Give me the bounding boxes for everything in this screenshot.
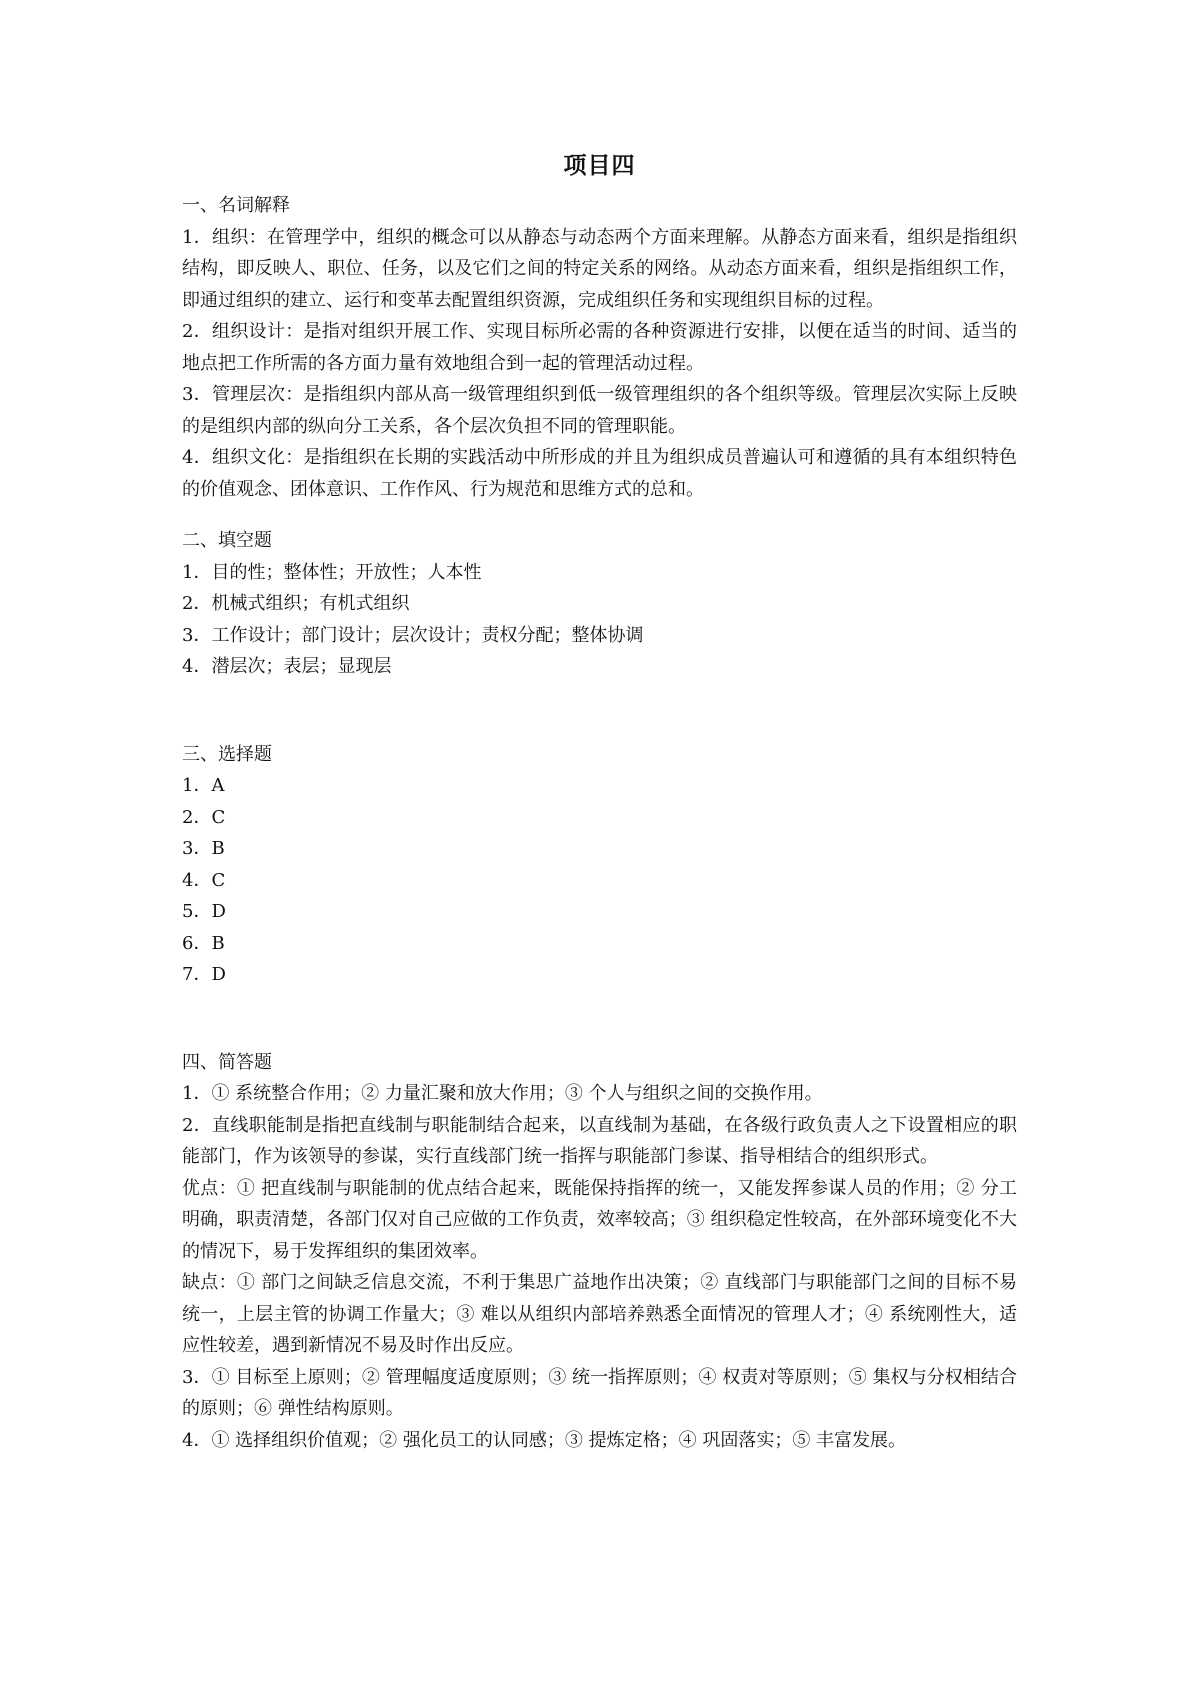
section-spacer [182,505,1017,525]
term-item: 3．管理层次：是指组织内部从高一级管理组织到低一级管理组织的各个组织等级。管理层次实际上反映的是组织内部的纵向分工关系，各个层次负担不同的管理职能。 [182,384,1017,437]
term-item: 2．组织设计：是指对组织开展工作、实现目标所必需的各种资源进行安排，以便在适当的时间、适当的地点把工作所需的各方面力量有效地组合到一起的管理活动过程。 [182,321,1017,374]
answer-item: 1．目的性；整体性；开放性；人本性 [182,561,482,583]
answer-item: 3．B [182,838,225,859]
section-heading: 四、简答题 [182,1051,272,1073]
answer-item: 3．工作设计；部门设计；层次设计；责权分配；整体协调 [182,624,644,646]
section-multiple-choice [182,739,1017,991]
answer-item: 2．直线职能制是指把直线制与职能制结合起来，以直线制为基础，在各级行政负责人之下设置相应的职能部门，作为该领导的参谋，实行直线部门统一指挥与职能部门参谋、指导相结合的组织形式。 [182,1114,1017,1167]
answer-item: 4．潜层次；表层；显现层 [182,656,392,677]
section-heading: 二、填空题 [182,530,272,551]
advantages-paragraph: 优点：① 把直线制与职能制的优点结合起来，既能保持指挥的统一，又能发挥参谋人员的作用；② 分工明确，职责清楚，各部门仅对自己应做的工作负责，效率较高；③ 组织稳定性较高，在外部环境变化不大的情况下，易于发挥组织的集团效率。 [182,1177,1017,1262]
answer-item: 3．① 目标至上原则；② 管理幅度适度原则；③ 统一指挥原则；④ 权责对等原则；⑤ 集权与分权相结合的原则；⑥ 弹性结构原则。 [182,1366,1017,1419]
section-spacer [182,683,1017,739]
section-heading: 三、选择题 [182,743,272,765]
answer-item: 2．机械式组织；有机式组织 [182,593,410,614]
answer-item: 5．D [182,901,226,922]
answer-item: 1．① 系统整合作用；② 力量汇聚和放大作用；③ 个人与组织之间的交换作用。 [182,1083,823,1104]
answer-item: 4．C [182,869,226,891]
section-short-answer [182,1047,1017,1457]
document-title: 项目四 [563,153,636,179]
section-spacer [182,991,1017,1047]
answer-item: 1．A [182,775,225,796]
answer-item: 4．① 选择组织价值观；② 强化员工的认同感；③ 提炼定格；④ 巩固落实；⑤ 丰富发展。 [182,1429,907,1451]
answer-item: 6．B [182,932,225,954]
section-fill-blank [182,525,1017,683]
answer-item: 7．D [182,964,226,985]
disadvantages-paragraph: 缺点：① 部门之间缺乏信息交流，不利于集思广益地作出决策；② 直线部门与职能部门之间的目标不易统一，上层主管的协调工作量大；③ 难以从组织内部培养熟悉全面情况的管理人才；④ 系统刚性大，适应性较差，遇到新情况不易及时作出反应。 [182,1272,1017,1356]
section-heading: 一、名词解释 [182,195,290,216]
document-page [182,148,1017,1456]
term-item: 1．组织：在管理学中，组织的概念可以从静态与动态两个方面来理解。从静态方面来看，组织是指组织结构，即反映人、职位、任务，以及它们之间的特定关系的网络。从动态方面来看，组织是指组织工作，即通过组织的建立、运行和变革去配置组织资源，完成组织任务和实现组织目标的过程。 [182,226,1017,311]
answer-item: 2．C [182,806,226,828]
section-terms [182,190,1017,505]
term-item: 4．组织文化：是指组织在长期的实践活动中所形成的并且为组织成员普遍认可和遵循的具有本组织特色的价值观念、团体意识、工作作风、行为规范和思维方式的总和。 [182,447,1017,500]
